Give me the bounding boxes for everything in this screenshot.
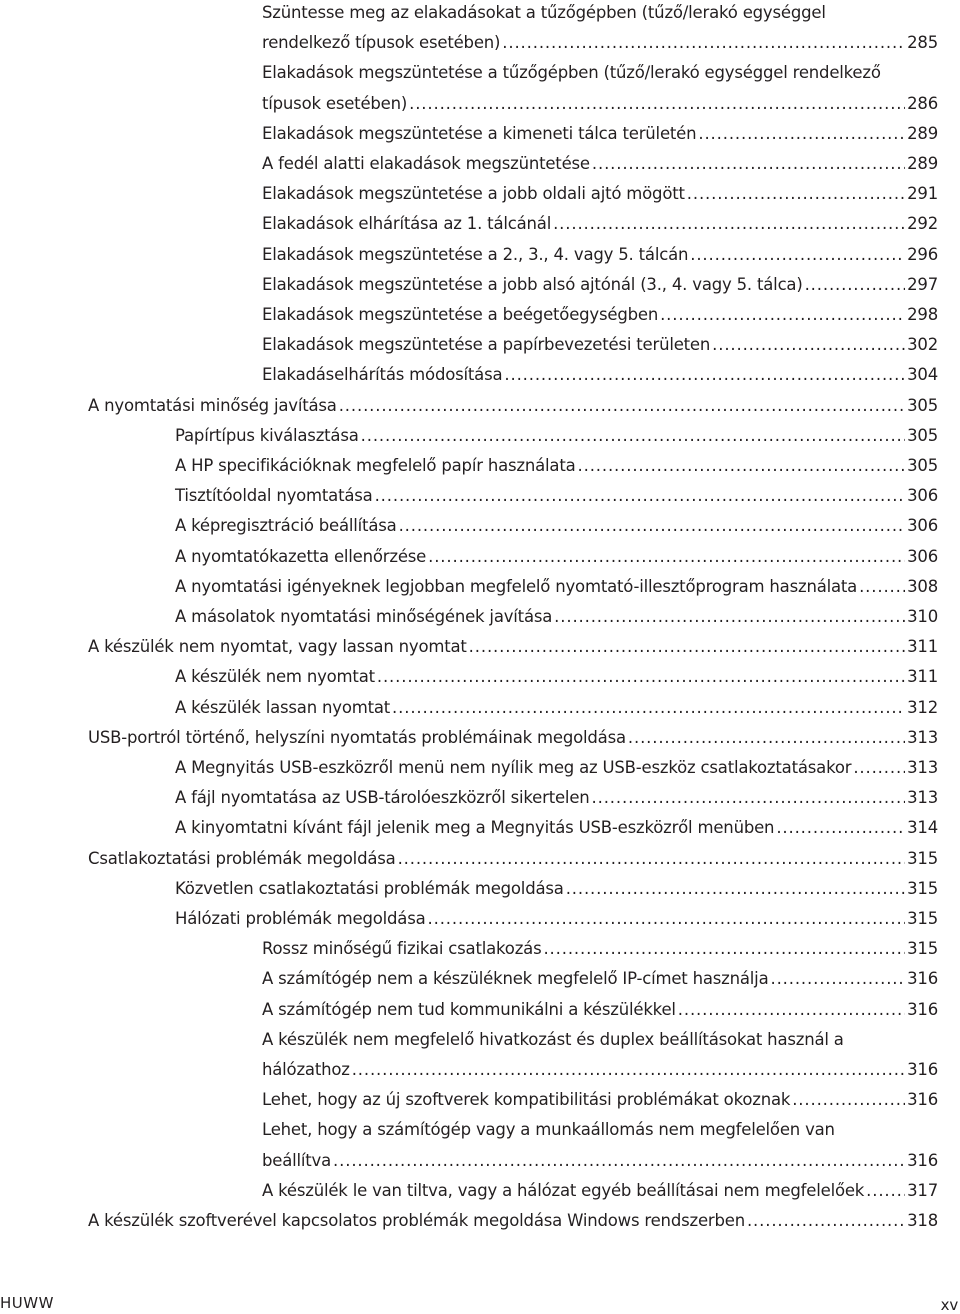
toc-entry-page-number: 313 (907, 758, 938, 777)
toc-entry-page-number: 289 (907, 123, 938, 143)
toc-entry-title: A számítógép nem a készüléknek megfelelő IP-címet használja (262, 969, 769, 989)
toc-entry-title: beállítva (262, 1150, 332, 1170)
toc-entry-page-number: 316 (907, 969, 938, 989)
toc-entry-title: A HP specifikációknak megfelelő papír használata (175, 456, 576, 475)
toc-entry-title-line1: A készülék nem megfelelő hivatkozást és duplex beállításokat használ a (262, 1029, 844, 1049)
toc-entry-page-number: 317 (907, 1180, 938, 1200)
toc-entry-title: típusok esetében) (262, 93, 408, 113)
toc-entry-title: A kinyomtatni kívánt fájl jelenik meg a Megnyitás USB-eszközről menüben (175, 818, 775, 838)
toc-entry[interactable] (262, 302, 938, 328)
dot-leader (687, 181, 905, 207)
dot-leader (553, 211, 905, 237)
dot-leader (377, 664, 905, 690)
toc-entry[interactable] (262, 362, 938, 388)
dot-leader (554, 604, 905, 630)
dot-leader (566, 876, 905, 902)
toc-entry-page-number: 306 (907, 486, 938, 506)
dot-leader (399, 513, 906, 539)
toc-entry[interactable] (262, 1029, 938, 1083)
toc-entry[interactable] (262, 63, 938, 117)
toc-entry-page-number: 308 (907, 576, 938, 596)
toc-entry-title: Lehet, hogy az új szoftverek kompatibilitási problémákat okoznak (262, 1090, 791, 1110)
toc-entry-page-number: 286 (907, 93, 938, 113)
dot-leader (678, 997, 905, 1023)
toc-entry-title: Tisztítóoldal nyomtatása (175, 486, 373, 506)
dot-leader (504, 362, 905, 388)
footer-brand: HUWW (0, 1294, 54, 1312)
toc-entry-page-number: 316 (907, 1060, 938, 1079)
toc-entry-title: Elakadások megszüntetése a jobb oldali ajtó mögött (262, 184, 685, 204)
toc-entry-page-number: 291 (907, 184, 938, 204)
toc-entry[interactable] (262, 332, 938, 358)
toc-entry-title-line1: Szüntesse meg az elakadásokat a tűzőgépben (tűző/lerakó egységgel (262, 3, 826, 22)
toc-entry-page-number: 315 (907, 939, 938, 959)
toc-entry[interactable] (175, 483, 938, 509)
dot-leader (428, 544, 905, 570)
toc-entry[interactable] (88, 393, 938, 419)
toc-entry[interactable] (175, 544, 938, 570)
toc-entry[interactable] (175, 785, 938, 811)
toc-entry[interactable] (262, 211, 938, 237)
toc-entry-title: A készülék lassan nyomtat (175, 697, 391, 717)
toc-entry-page-number: 305 (907, 456, 938, 475)
toc-entry-page-number: 312 (907, 697, 938, 717)
toc-entry[interactable] (175, 815, 938, 841)
toc-entry-title: Papírtípus kiválasztása (175, 425, 359, 445)
toc-entry[interactable] (175, 453, 938, 479)
toc-entry-title: A nyomtatási minőség javítása (88, 395, 337, 415)
toc-entry[interactable] (262, 3, 938, 56)
toc-entry[interactable] (262, 1120, 938, 1174)
toc-entry-page-number: 306 (907, 516, 938, 536)
toc-entry[interactable] (262, 936, 938, 962)
toc-entry-page-number: 296 (907, 244, 938, 264)
footer-page-number: xv (940, 1296, 958, 1314)
toc-entry-title: hálózathoz (262, 1060, 350, 1079)
toc-entry-title: Elakadások megszüntetése a jobb alsó ajtónál (3., 4. vagy 5. tálca) (262, 274, 803, 294)
toc-entry-page-number: 311 (907, 667, 938, 687)
dot-leader (747, 1208, 905, 1234)
dot-leader (776, 815, 905, 841)
toc-entry-title-line1: Lehet, hogy a számítógép vagy a munkaállomás nem megfelelően van (262, 1120, 835, 1140)
toc-entry-page-number: 318 (907, 1211, 938, 1230)
toc-entry-title: Elakadások megszüntetése a beégetőegységben (262, 305, 659, 324)
dot-leader (339, 393, 905, 419)
toc-entry-title-line1: Elakadások megszüntetése a tűzőgépben (tűző/lerakó egységgel rendelkező (262, 63, 881, 83)
toc-entry-title: A készülék nem nyomtat (175, 667, 375, 687)
toc-entry-title: A nyomtatókazetta ellenőrzése (175, 546, 427, 566)
toc-entry[interactable] (175, 664, 938, 690)
toc-entry-title: Elakadások megszüntetése a kimeneti tálca területén (262, 123, 697, 143)
toc-entry[interactable] (175, 906, 938, 932)
toc-entry-title: Elakadások elhárítása az 1. tálcánál (262, 214, 552, 234)
dot-leader (578, 453, 906, 479)
toc-entry-title: Csatlakoztatási problémák megoldása (88, 848, 396, 868)
dot-leader (853, 755, 905, 781)
toc-entry-page-number: 297 (907, 274, 938, 294)
toc-entry-page-number: 315 (907, 878, 938, 898)
toc-entry-page-number: 304 (907, 365, 938, 385)
toc-entry-title: A képregisztráció beállítása (175, 516, 397, 536)
toc-entry-page-number: 316 (907, 999, 938, 1019)
toc-entry[interactable] (262, 1087, 938, 1113)
toc-entry[interactable] (175, 604, 938, 630)
toc-entry-page-number: 314 (907, 818, 938, 838)
toc-entry-page-number: 316 (907, 1150, 938, 1170)
dot-leader (398, 846, 906, 872)
toc-entry[interactable] (262, 966, 938, 992)
toc-entry-page-number: 292 (907, 214, 938, 234)
toc-entry-page-number: 305 (907, 425, 938, 445)
dot-leader (428, 906, 906, 932)
toc-entry-title: A Megnyitás USB-eszközről menü nem nyílik meg az USB-eszköz csatlakoztatásakor (175, 758, 852, 777)
toc-entry-page-number: 305 (907, 395, 938, 415)
toc-entry-title: A készülék nem nyomtat, vagy lassan nyomtat (88, 637, 467, 657)
dot-leader (592, 151, 905, 177)
toc-entry[interactable] (262, 1178, 938, 1204)
toc-entry[interactable] (262, 151, 938, 177)
toc-entry-title: A számítógép nem tud kommunikálni a készülékkel (262, 999, 676, 1019)
dot-leader (628, 725, 905, 751)
toc-entry[interactable] (262, 272, 938, 298)
toc-entry[interactable] (175, 755, 938, 781)
toc-entry-title: A nyomtatási igényeknek legjobban megfelelő nyomtató-illesztőprogram használata (175, 576, 858, 596)
dot-leader (712, 332, 905, 358)
toc-entry[interactable] (88, 846, 938, 872)
dot-leader (409, 91, 905, 117)
toc-entry-title: Elakadások megszüntetése a papírbevezetési területen (262, 335, 711, 355)
toc-entry-page-number: 285 (907, 33, 938, 53)
dot-leader (333, 1148, 905, 1174)
toc-entry[interactable] (262, 997, 938, 1023)
dot-leader (660, 302, 905, 328)
toc-entry-title: A készülék szoftverével kapcsolatos problémák megoldása Windows rendszerben (88, 1211, 745, 1230)
toc-entry[interactable] (175, 574, 938, 600)
dot-leader (859, 574, 905, 600)
toc-entry[interactable] (175, 695, 938, 721)
toc-entry[interactable] (88, 1208, 938, 1234)
toc-entry[interactable] (175, 876, 938, 902)
toc-entry-page-number: 316 (907, 1090, 938, 1110)
toc-entry-title: USB-portról történő, helyszíni nyomtatás problémáinak megoldása (88, 727, 626, 747)
toc-entry-title: rendelkező típusok esetében) (262, 33, 501, 53)
toc-entry-title: Közvetlen csatlakoztatási problémák megoldása (175, 878, 564, 898)
toc-entry-page-number: 311 (907, 637, 938, 657)
toc-entry-title: Elakadások megszüntetése a 2., 3., 4. vagy 5. tálcán (262, 244, 689, 264)
dot-leader (469, 634, 905, 660)
toc-entry[interactable] (262, 181, 938, 207)
toc-entry-page-number: 310 (907, 607, 938, 626)
toc-entry-title: A fájl nyomtatása az USB-tárolóeszközről sikertelen (175, 788, 590, 808)
toc-entry-page-number: 313 (907, 788, 938, 808)
toc-entry[interactable] (175, 513, 938, 539)
toc-entry-title: A fedél alatti elakadások megszüntetése (262, 154, 590, 173)
toc-entry-title: Elakadáselhárítás módosítása (262, 365, 503, 385)
dot-leader (392, 695, 905, 721)
toc-entry[interactable] (262, 242, 938, 268)
toc-entry-page-number: 306 (907, 546, 938, 566)
toc-entry-page-number: 315 (907, 848, 938, 868)
toc-entry-page-number: 315 (907, 909, 938, 928)
toc-entry-title: Rossz minőségű fizikai csatlakozás (262, 939, 542, 959)
dot-leader (375, 483, 906, 509)
toc-entry[interactable] (262, 121, 938, 147)
dot-leader (690, 242, 905, 268)
dot-leader (792, 1087, 905, 1113)
toc-entry-page-number: 313 (907, 727, 938, 747)
dot-leader (805, 272, 906, 298)
dot-leader (352, 1057, 905, 1083)
toc-entry-page-number: 289 (907, 154, 938, 173)
toc-entry[interactable] (88, 725, 938, 751)
dot-leader (866, 1178, 905, 1204)
dot-leader (543, 936, 905, 962)
toc-entry-title: Hálózati problémák megoldása (175, 909, 426, 928)
toc-entry-page-number: 298 (907, 305, 938, 324)
toc-entry-page-number: 302 (907, 335, 938, 355)
dot-leader (770, 966, 905, 992)
dot-leader (698, 121, 905, 147)
toc-entry[interactable] (175, 423, 938, 449)
toc-entry-title: A másolatok nyomtatási minőségének javítása (175, 607, 553, 626)
dot-leader (592, 785, 906, 811)
toc-entry-title: A készülék le van tiltva, vagy a hálózat egyéb beállításai nem megfelelőek (262, 1180, 865, 1200)
toc-entry[interactable] (88, 634, 938, 660)
dot-leader (502, 30, 905, 56)
dot-leader (361, 423, 905, 449)
